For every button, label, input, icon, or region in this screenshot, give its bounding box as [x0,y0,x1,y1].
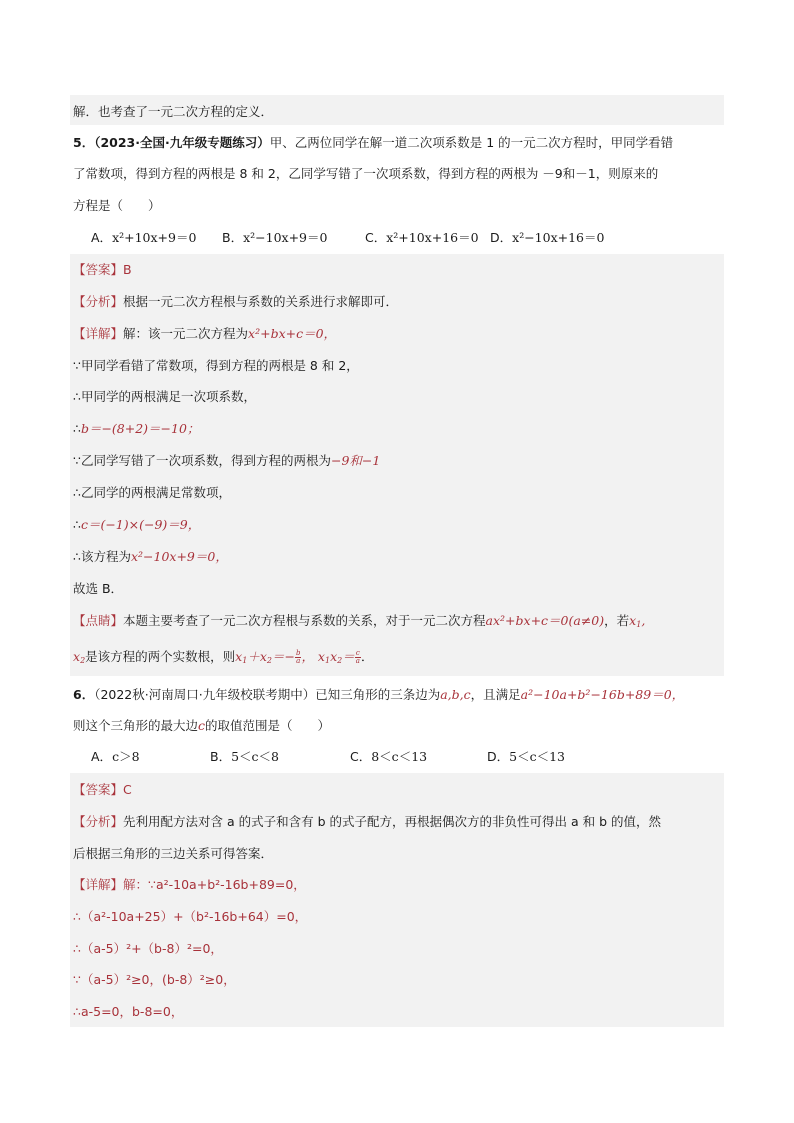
q6-option-b[interactable]: B．5＜c＜8 [210,749,279,764]
q6-detail-line4: ∵（a-5）²≥0，(b-8）²≥0， [73,972,236,987]
q5-option-b[interactable]: B．x²−10x+9＝0 [222,230,328,245]
q5-stem-text1: 甲、乙两位同学在解一道二次项系数是 1 的一元二次方程时，甲同学看错 [269,135,674,150]
q6-detail-line2: ∴（a²-10a+25）+（b²-16b+64）=0， [73,909,308,924]
q5-number: 5． [73,135,95,150]
q5-analysis: 【分析】根据一元二次方程根与系数的关系进行求解即可． [73,294,399,309]
q5-detail-line5: ∵乙同学写错了一次项系数，得到方程的两根为−9和−1 [73,453,381,468]
q6-option-c[interactable]: C．8＜c＜13 [350,749,428,764]
q5-point-line2: $x_2$是该方程的两个实数根，则$x_1+x_2=-$ $\frac{b}{a}$ ， $x_1x_2=$ $\frac{c}{a}$ ． [73,649,374,665]
q6-answer [73,781,132,799]
q5-source: （2023·全国·九年级专题练习） [94,135,270,150]
detail-tag: 【详解】 [73,326,124,341]
q5-detail-line7: ∴c＝(−1)×(−9)＝9， [73,517,201,532]
q5-detail-line2: ∵甲同学看错了常数项，得到方程的两根是 8 和 2， [73,358,359,373]
prev-answer-tail: 解．也考查了一元二次方程的定义． [73,104,274,119]
fraction-c-over-a: $\frac{c}{a}$ [355,649,360,665]
q5-option-d[interactable]: D．x²−10x+16＝0 [490,230,605,245]
q5-stem-line2: 了常数项，得到方程的两根是 8 和 2，乙同学写错了一次项系数，得到方程的两根为 －9和－1，则原来的 [73,166,659,181]
q5-detail-line3: ∴甲同学的两根满足一次项系数， [73,389,256,404]
q6-stem-line2: 则这个三角形的最大边c的取值范围是（ ） [73,718,331,733]
answer-tag: 【答案】 [73,262,124,277]
q5-detail-line1: 【详解】解：该一元二次方程为x²+bx+c＝0， [73,326,337,341]
answer-tag: 【答案】 [73,782,124,797]
q6-analysis-line2: 后根据三角形的三边关系可得答案． [73,846,274,861]
fraction-b-over-a: $\frac{b}{a}$ [295,649,301,665]
q5-stem-line3: 方程是（ ） [73,198,161,213]
q6-option-d[interactable]: D．5＜c＜13 [487,749,566,764]
q6-detail-line3: ∴（a-5）²+（b-8）²=0， [73,941,223,956]
q6-stem-line1: 6．（2022秋·河南周口·九年级校联考期中）已知三角形的三条边为a,b,c，且满足a²−10a+b²−16b+89＝0， [73,687,685,702]
analysis-tag: 【分析】 [73,814,124,829]
q5-stem-line1 [73,134,673,152]
q6-number: 6． [73,687,95,702]
q5-option-c[interactable]: C．x²+10x+16＝0 [365,230,479,245]
q6-detail-line5: ∴a-5=0，b-8=0， [73,1004,184,1019]
q5-detail-line6: ∴乙同学的两根满足常数项， [73,485,231,500]
answer-value: B [123,262,132,277]
answer-value: C [123,782,132,797]
q6-detail-line1: 【详解】解：∵a²-10a+b²-16b+89=0， [73,877,306,892]
q5-option-a[interactable]: A．x²+10x+9＝0 [91,230,197,245]
q5-detail-line4: ∴b＝−(8+2)＝−10； [73,421,200,436]
q6-analysis-line1: 【分析】先利用配方法对含 a 的式子和含有 b 的式子配方，再根据偶次方的非负性可得出 a 和 b 的值，然 [73,814,661,829]
q5-detail-line8: ∴该方程为x²−10x+9＝0， [73,549,228,564]
point-tag: 【点睛】 [73,613,124,628]
q5-answer [73,261,132,279]
detail-tag: 【详解】 [73,877,124,892]
q5-detail-line9: 故选 B． [73,581,124,596]
q5-point-line1: 【点睛】本题主要考查了一元二次方程根与系数的关系，对于一元二次方程ax²+bx+c＝0(a≠0)，若$x_1$, [73,613,646,629]
q6-source: （2022秋·河南周口·九年级校联考期中） [94,687,316,702]
analysis-tag: 【分析】 [73,294,124,309]
q6-option-a[interactable]: A．c＞8 [91,749,140,764]
